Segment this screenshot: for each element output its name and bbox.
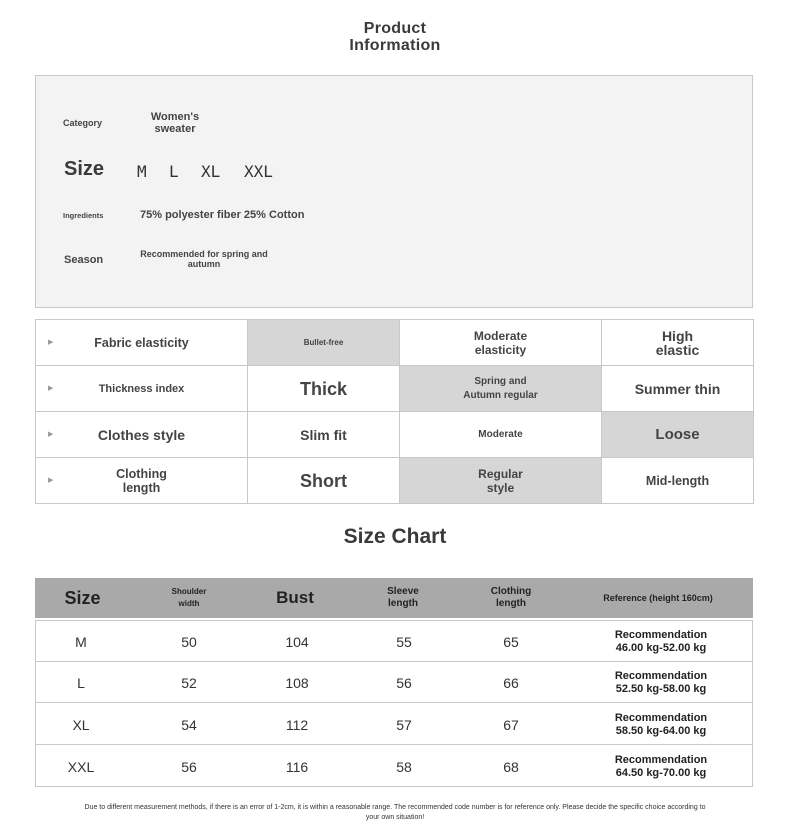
attr-option-selected: Regular style <box>400 458 602 504</box>
category-label: Category <box>63 118 103 128</box>
table-row <box>36 746 752 787</box>
cell-shoulder: 56 <box>181 758 197 775</box>
product-info-panel <box>35 75 753 308</box>
attr-row-label: ▶ Fabric elasticity <box>36 320 248 366</box>
attr-row-clothing-length <box>36 458 754 504</box>
attr-option: Slim fit <box>248 412 400 458</box>
category-value <box>140 111 210 135</box>
cell-shoulder: 50 <box>181 633 197 650</box>
attr-option: Thick <box>248 366 400 412</box>
cell-length: 66 <box>503 674 519 691</box>
cell-sleeve: 56 <box>396 674 412 691</box>
size-chart-header <box>35 578 753 618</box>
season-value-line1: Recommended for spring and <box>140 249 268 259</box>
cell-sleeve: 58 <box>396 758 412 775</box>
season-label: Season <box>64 254 104 266</box>
header-clothing-length: Clothing length <box>490 586 532 609</box>
disclaimer-footnote <box>45 803 745 823</box>
size-label: Size <box>64 158 105 180</box>
size-option-m: M <box>137 162 147 181</box>
cell-size: M <box>75 633 87 650</box>
header-reference: Reference (height 160cm) <box>603 593 713 603</box>
table-row <box>36 662 752 703</box>
attr-row-label: ▶ Clothes style <box>36 412 248 458</box>
size-option-xl: XL <box>201 162 221 181</box>
cell-reference: Recommendation 64.50 kg-70.00 kg <box>614 753 708 779</box>
attr-option: Moderate <box>400 412 602 458</box>
cell-length: 68 <box>503 758 519 775</box>
footnote-line1: Due to different measurement methods, if there is an error of 1-2cm, it is within a reasonable range. The recommended code number is for reference only. Please decide the specific choice according to <box>84 804 706 811</box>
cell-bust: 112 <box>285 716 309 733</box>
attr-option-selected: Loose <box>602 412 754 458</box>
size-option-l: L <box>169 162 179 181</box>
attr-option: Short <box>248 458 400 504</box>
arrow-right-icon: ▶ <box>48 384 54 392</box>
header-bust: Bust <box>276 588 314 607</box>
arrow-right-icon: ▶ <box>48 338 54 346</box>
attr-row-thickness-index <box>36 366 754 412</box>
header-size: Size <box>64 588 101 608</box>
page-title <box>320 20 470 54</box>
cell-sleeve: 55 <box>396 633 412 650</box>
cell-reference: Recommendation 46.00 kg-52.00 kg <box>614 628 708 654</box>
attr-row-label: ▶ Thickness index <box>36 366 248 412</box>
attr-option: Moderate elasticity <box>400 320 602 366</box>
attr-option: High elastic <box>602 320 754 366</box>
page-title-line1: Product <box>363 20 427 37</box>
attribute-table <box>35 319 754 504</box>
category-value-line2: sweater <box>154 123 196 135</box>
attr-option-selected: Spring and Autumn regular <box>400 366 602 412</box>
arrow-right-icon: ▶ <box>48 430 54 438</box>
attr-row-clothes-style <box>36 412 754 458</box>
cell-shoulder: 54 <box>181 716 197 733</box>
attr-option: Summer thin <box>602 366 754 412</box>
arrow-right-icon: ▶ <box>48 476 54 484</box>
ingredients-label: Ingredients <box>63 211 104 220</box>
cell-bust: 108 <box>285 674 309 691</box>
cell-size: XL <box>72 716 90 733</box>
attr-row-fabric-elasticity <box>36 320 754 366</box>
size-chart-body <box>35 620 753 787</box>
cell-size: L <box>77 674 85 691</box>
ingredients-value: 75% polyester fiber 25% Cotton <box>140 209 305 221</box>
cell-bust: 104 <box>285 633 309 650</box>
cell-reference: Recommendation 58.50 kg-64.00 kg <box>614 711 708 737</box>
cell-bust: 116 <box>285 758 309 775</box>
page-title-line2: Information <box>349 37 441 54</box>
cell-sleeve: 57 <box>396 716 412 733</box>
attr-row-label: ▶ Clothing length <box>36 458 248 504</box>
category-value-line1: Women's <box>150 111 200 123</box>
header-sleeve: Sleeve length <box>387 586 419 609</box>
size-option-xxl: XXL <box>244 162 273 181</box>
attr-option: Mid-length <box>602 458 754 504</box>
table-row <box>36 704 752 745</box>
attr-option-selected: Bullet-free <box>248 320 400 366</box>
size-chart-title: Size Chart <box>343 525 447 548</box>
table-row <box>36 621 752 662</box>
cell-size: XXL <box>67 758 95 775</box>
cell-length: 67 <box>503 716 519 733</box>
season-value-line2: autumn <box>187 259 221 269</box>
cell-shoulder: 52 <box>181 674 197 691</box>
cell-reference: Recommendation 52.50 kg-58.00 kg <box>614 669 708 695</box>
footnote-line2: your own situation! <box>365 814 425 821</box>
season-value <box>136 249 272 269</box>
cell-length: 65 <box>503 633 519 650</box>
header-shoulder: Shoulder width <box>171 587 207 608</box>
